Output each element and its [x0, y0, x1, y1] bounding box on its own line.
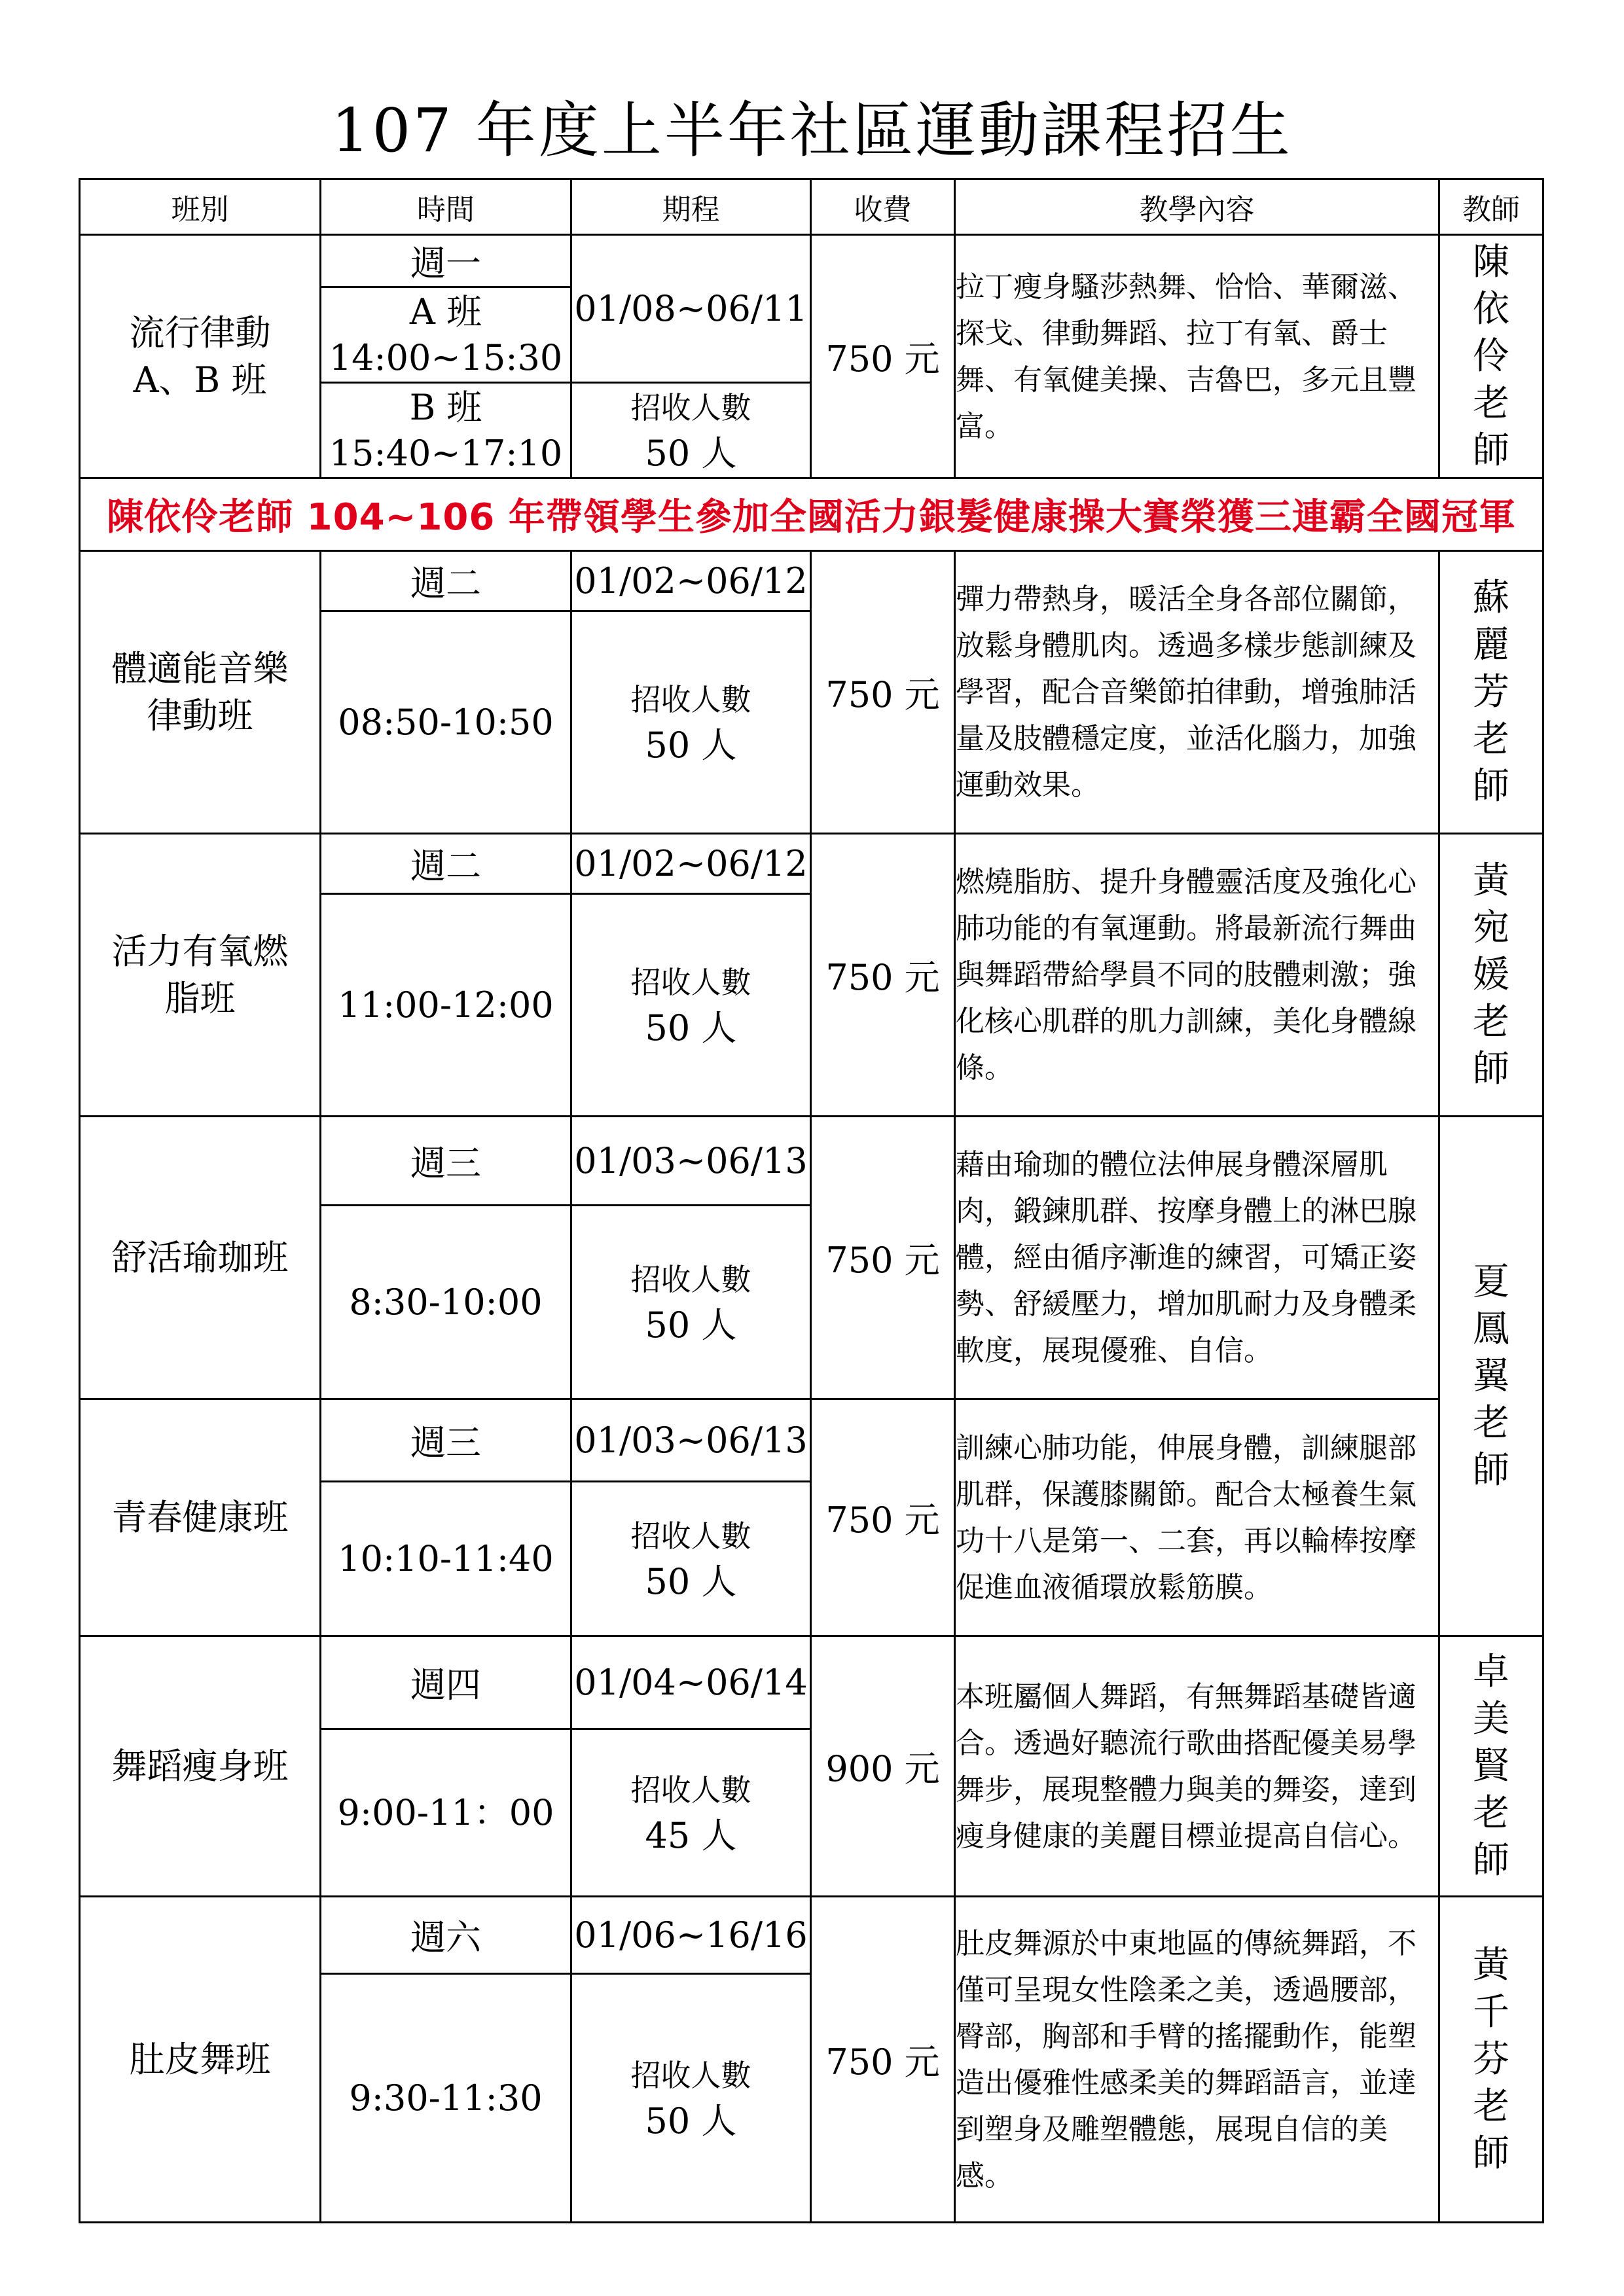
- header-content: 教學內容: [955, 179, 1439, 235]
- teacher-char: 芬: [1473, 2037, 1509, 2081]
- teacher-char: 蘇: [1473, 576, 1509, 619]
- class-capacity: 招收人數 50 人: [571, 611, 811, 834]
- table-row: [80, 834, 1543, 894]
- header-fee: 收費: [811, 179, 955, 235]
- teacher-char: 老: [1473, 1791, 1509, 1835]
- class-fee: 900 元: [811, 1636, 955, 1897]
- teacher-char: 師: [1473, 1839, 1509, 1882]
- teacher-char: 老: [1473, 382, 1509, 425]
- class-fee: 750 元: [811, 235, 955, 478]
- teacher-char: 師: [1473, 1047, 1509, 1090]
- teacher-char: 鳳: [1473, 1307, 1509, 1350]
- teacher-char: 芳: [1473, 670, 1509, 713]
- class-period: 01/02~06/12: [571, 551, 811, 611]
- teacher-char: 黃: [1473, 1943, 1509, 1986]
- class-name: 舞蹈瘦身班: [80, 1636, 321, 1897]
- class-description: 拉丁瘦身騷莎熱舞、恰恰、華爾滋、探戈、律動舞蹈、拉丁有氧、爵士舞、有氧健美操、吉魯巴，多元且豐富。: [955, 235, 1439, 478]
- table-row: [80, 1897, 1543, 1974]
- class-time-a: A 班 14:00~15:30: [321, 287, 571, 383]
- class-period: 01/02~06/12: [571, 834, 811, 894]
- class-time: 08:50-10:50: [321, 611, 571, 834]
- class-day: 週一: [321, 235, 571, 287]
- teacher-char: 媛: [1473, 953, 1509, 996]
- teacher-name: [1439, 1897, 1543, 2223]
- teacher-char: 夏: [1473, 1260, 1509, 1303]
- class-period: 01/03~06/13: [571, 1399, 811, 1482]
- teacher-char: 千: [1473, 1990, 1509, 2034]
- class-day: 週三: [321, 1117, 571, 1206]
- table-row: [80, 1636, 1543, 1729]
- header-time: 時間: [321, 179, 571, 235]
- teacher-name: [1439, 1636, 1543, 1897]
- teacher-char: 老: [1473, 717, 1509, 761]
- teacher-name: [1439, 1117, 1543, 1636]
- header-teacher: 教師: [1439, 179, 1543, 235]
- teacher-char: 伶: [1473, 334, 1509, 378]
- teacher-char: 師: [1473, 764, 1509, 808]
- class-description: 本班屬個人舞蹈，有無舞蹈基礎皆適合。透過好聽流行歌曲搭配優美易學舞步，展現整體力與美的舞姿，達到瘦身健康的美麗目標並提高自信心。: [955, 1636, 1439, 1897]
- teacher-char: 賢: [1473, 1744, 1509, 1787]
- page-title: 107 年度上半年社區運動課程招生: [331, 96, 1293, 166]
- class-day: 週六: [321, 1897, 571, 1974]
- class-time: 9:30-11:30: [321, 1974, 571, 2223]
- class-description: 彈力帶熱身，暖活全身各部位關節，放鬆身體肌肉。透過多樣步態訓練及學習，配合音樂節拍律動，增強肺活量及肢體穩定度，並活化腦力，加強運動效果。: [955, 551, 1439, 834]
- table-row: [80, 235, 1543, 287]
- table-header-row: [80, 179, 1543, 235]
- class-day: 週四: [321, 1636, 571, 1729]
- class-description: 燃燒脂肪、提升身體靈活度及強化心肺功能的有氧運動。將最新流行舞曲與舞蹈帶給學員不同的肢體刺激；強化核心肌群的肌力訓練，美化身體線條。: [955, 834, 1439, 1117]
- class-period: 01/08~06/11: [571, 235, 811, 383]
- teacher-char: 老: [1473, 1000, 1509, 1043]
- teacher-char: 老: [1473, 1401, 1509, 1444]
- class-time-b: B 班 15:40~17:10: [321, 383, 571, 478]
- teacher-char: 師: [1473, 429, 1509, 472]
- class-day: 週三: [321, 1399, 571, 1482]
- class-time: 11:00-12:00: [321, 894, 571, 1117]
- class-fee: 750 元: [811, 834, 955, 1117]
- class-day: 週二: [321, 834, 571, 894]
- class-name: 體適能音樂 律動班: [80, 551, 321, 834]
- class-fee: 750 元: [811, 1117, 955, 1399]
- class-capacity: 招收人數 50 人: [571, 1482, 811, 1636]
- class-period: 01/04~06/14: [571, 1636, 811, 1729]
- class-name: 肚皮舞班: [80, 1897, 321, 2223]
- class-fee: 750 元: [811, 1897, 955, 2223]
- teacher-char: 老: [1473, 2085, 1509, 2128]
- teacher-char: 師: [1473, 2132, 1509, 2175]
- teacher-name: [1439, 235, 1543, 478]
- class-description: 藉由瑜珈的體位法伸展身體深層肌肉，鍛鍊肌群、按摩身體上的淋巴腺體，經由循序漸進的練習，可矯正姿勢、舒緩壓力，增加肌耐力及身體柔軟度，展現優雅、自信。: [955, 1117, 1439, 1399]
- class-day: 週二: [321, 551, 571, 611]
- class-name: 流行律動 A、B 班: [80, 235, 321, 478]
- teacher-name: [1439, 551, 1543, 834]
- class-description: 訓練心肺功能，伸展身體，訓練腿部肌群，保護膝關節。配合太極養生氣功十八是第一、二套，再以輪棒按摩促進血液循環放鬆筋膜。: [955, 1399, 1439, 1636]
- teacher-char: 依: [1473, 287, 1509, 331]
- class-time: 8:30-10:00: [321, 1206, 571, 1399]
- class-description: 肚皮舞源於中東地區的傳統舞蹈，不僅可呈現女性陰柔之美，透過腰部，臀部，胸部和手臂的搖擺動作，能塑造出優雅性感柔美的舞蹈語言，並達到塑身及雕塑體態，展現自信的美感。: [955, 1897, 1439, 2223]
- teacher-char: 宛: [1473, 906, 1509, 949]
- class-name: 舒活瑜珈班: [80, 1117, 321, 1399]
- table-row: [80, 551, 1543, 611]
- class-period: 01/06~16/16: [571, 1897, 811, 1974]
- class-time: 10:10-11:40: [321, 1482, 571, 1636]
- class-name: 活力有氧燃 脂班: [80, 834, 321, 1117]
- teacher-char: 師: [1473, 1448, 1509, 1492]
- class-fee: 750 元: [811, 551, 955, 834]
- teacher-char: 陳: [1473, 240, 1509, 283]
- teacher-char: 麗: [1473, 623, 1509, 666]
- header-class: 班別: [80, 179, 321, 235]
- table-row: [80, 1399, 1543, 1482]
- class-capacity: 招收人數 45 人: [571, 1729, 811, 1897]
- class-capacity: 招收人數 50 人: [571, 1206, 811, 1399]
- class-period: 01/03~06/13: [571, 1117, 811, 1206]
- header-period: 期程: [571, 179, 811, 235]
- notice-row: [80, 478, 1543, 551]
- class-capacity: 招收人數 50 人: [571, 894, 811, 1117]
- teacher-char: 黃: [1473, 859, 1509, 902]
- notice-banner: 陳依伶老師 104~106 年帶領學生參加全國活力銀髮健康操大賽榮獲三連霸全國冠軍: [80, 478, 1543, 551]
- teacher-char: 卓: [1473, 1650, 1509, 1693]
- teacher-char: 翼: [1473, 1354, 1509, 1397]
- teacher-char: 美: [1473, 1697, 1509, 1740]
- class-capacity: 招收人數 50 人: [571, 1974, 811, 2223]
- course-table: [79, 178, 1544, 2223]
- class-time: 9:00-11：00: [321, 1729, 571, 1897]
- table-row: [80, 1117, 1543, 1206]
- class-name: 青春健康班: [80, 1399, 321, 1636]
- class-fee: 750 元: [811, 1399, 955, 1636]
- teacher-name: [1439, 834, 1543, 1117]
- class-capacity: 招收人數 50 人: [571, 383, 811, 478]
